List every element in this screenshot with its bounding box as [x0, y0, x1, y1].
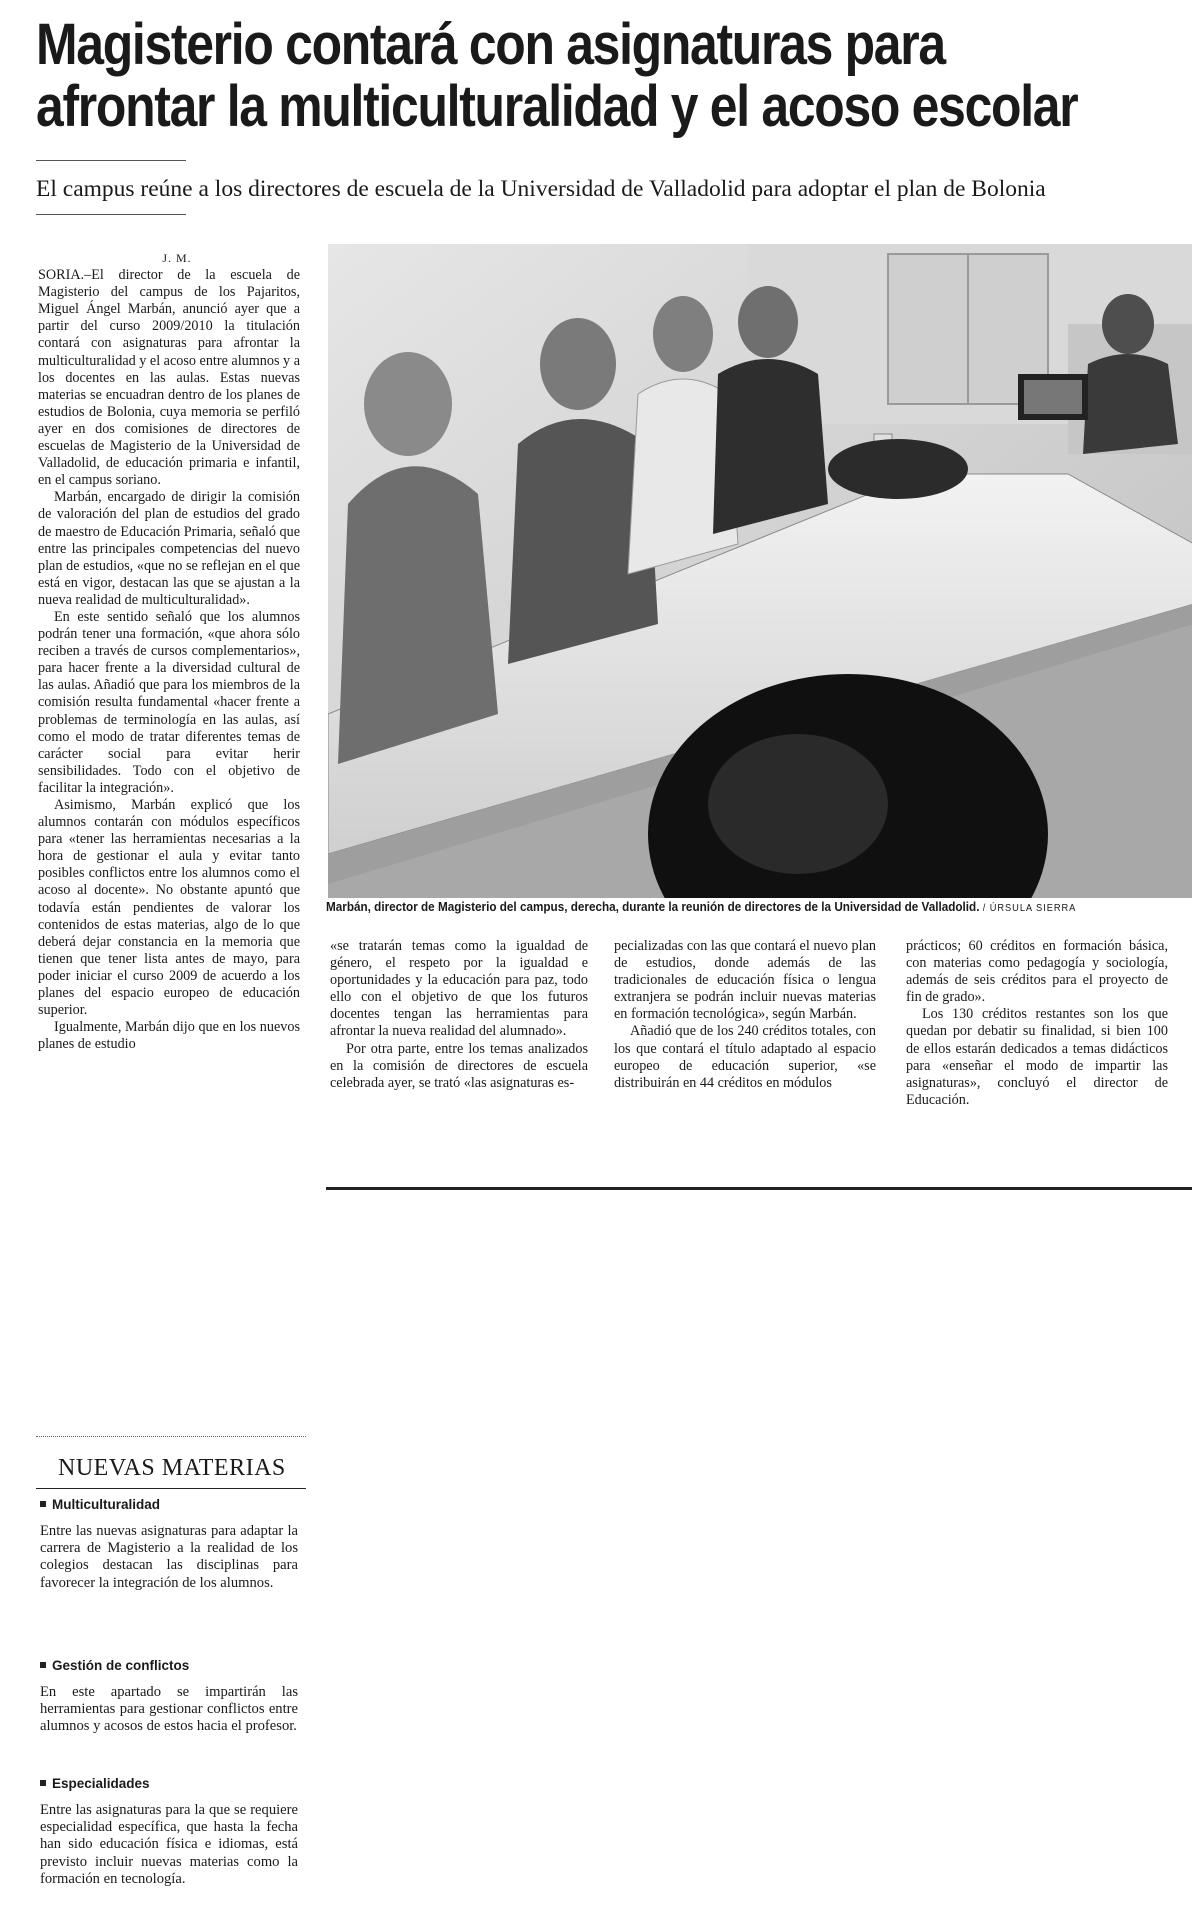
sidebar-heading-conflictos: [40, 1658, 189, 1673]
sidebar-heading-especialidades: [40, 1776, 150, 1791]
sidebar-heading-text: Gestión de conflictos: [52, 1658, 190, 1673]
divider: [36, 160, 186, 161]
headline: [36, 12, 1078, 139]
bullet-square-icon: [40, 1662, 46, 1668]
paragraph: Asimismo, Marbán explicó que los alumnos contarán con módulos específicos para «tener las herramientas necesarias a la hora de gestionar el aula y evitar tanto posibles conflictos entre los alumnos como el acoso al docente». No obstante apuntó que todavía están pendientes de valorar los contenidos de estas materias, algo de lo que deberá dejar constancia en la memoria que tienen que tener lista antes de mayo, para poder iniciar el curso 2009 de acuerdo a los planes del espacio europeo de educación superior.: [38, 797, 300, 1019]
paragraph: Añadió que de los 240 créditos totales, con los que contará el título adaptado al espacio europeo de educación superior, «se distribuirán en 44 créditos en módulos: [614, 1023, 876, 1091]
paragraph: pecializadas con las que contará el nuevo plan de estudios, donde además de las tradicionales de educación física o lengua extranjera se podrán incluir nuevas materias en formación tecnológica», según Marbán.: [614, 938, 876, 1023]
article-column-2: [330, 938, 588, 1092]
sidebar-text: En este apartado se impartirán las herramientas para gestionar conflictos entre alumnos y acosos de estos hacia el profesor.: [40, 1684, 298, 1735]
dotted-divider: [36, 1436, 306, 1437]
paragraph: «se tratarán temas como la igualdad de género, el respeto por la igualdad e oportunidades y la educación para paz, todo ello con el objetivo de que los futuros docentes tengan las herramientas para afrontar la nueva realidad del alumnado».: [330, 938, 588, 1040]
article-column-4: [906, 938, 1168, 1109]
paragraph: En este sentido señaló que los alumnos podrán tener una formación, «que ahora sólo reciben a través de cursos complementarios», para hacer frente a la diversidad cultural de las aulas. Añadió que para los miembros de la comisión resulta fundamental «hacer frente a problemas de terminología en las aulas, así como el modo de tratar diferentes temas de carácter social para evitar herir sensibilidades. Todo con el objetivo de facilitar la integración».: [38, 608, 300, 796]
meeting-photo-illustration: [328, 244, 1192, 898]
sidebar-text: Entre las nuevas asignaturas para adaptar la carrera de Magisterio a la realidad de los colegios destacan las disciplinas para favorecer la integración de los alumnos.: [40, 1523, 298, 1591]
sidebar-heading-text: Especialidades: [52, 1776, 150, 1791]
bullet-square-icon: [40, 1501, 46, 1507]
article-column-1: [38, 250, 300, 1053]
paragraph: Por otra parte, entre los temas analizados en la comisión de directores de escuela celebrada ayer, se trató «las asignaturas es-: [330, 1040, 588, 1091]
paragraph: Los 130 créditos restantes son los que quedan por debatir su finalidad, si bien 100 de ellos estarán dedicados a temas didácticos para «enseñar el modo de impartir las asignaturas», concluyó el director de Educación.: [906, 1006, 1168, 1108]
sidebar-title: NUEVAS MATERIAS: [58, 1455, 286, 1481]
article-end-rule: [326, 1187, 1192, 1190]
news-photo: [328, 244, 1192, 898]
divider: [36, 214, 186, 215]
sidebar-text: Entre las asignaturas para la que se requiere especialidad específica, que hasta la fecha han sido educación física e idiomas, está previsto incluir nuevas materias como la formación en tecnología.: [40, 1802, 298, 1887]
paragraph: Igualmente, Marbán dijo que en los nuevos planes de estudio: [38, 1019, 300, 1053]
photo-caption: [326, 900, 1126, 914]
article-column-3: [614, 938, 876, 1092]
sidebar-heading-text: Multiculturalidad: [52, 1497, 160, 1512]
photo-credit: / ÚRSULA SIERRA: [982, 903, 1077, 914]
caption-text: Marbán, director de Magisterio del campus, derecha, durante la reunión de directores de la Universidad de Valladolid.: [326, 900, 980, 914]
sidebar-rule: [36, 1488, 306, 1489]
sidebar-heading-multiculturalidad: [40, 1497, 160, 1512]
subtitle: El campus reúne a los directores de escuela de la Universidad de Valladolid para adoptar el plan de Bolonia: [36, 176, 1046, 202]
bullet-square-icon: [40, 1780, 46, 1786]
byline: J. M.: [162, 251, 192, 265]
headline-line-1: Magisterio contará con asignaturas para: [36, 12, 945, 77]
paragraph: prácticos; 60 créditos en formación básica, con materias como pedagogía y sociología, además de seis créditos para el proyecto de fin de grado».: [906, 938, 1168, 1006]
paragraph: SORIA.–El director de la escuela de Magisterio del campus de los Pajaritos, Miguel Ángel Marbán, anunció ayer que a partir del curso 2009/2010 la titulación contará con asignaturas para afrontar la multiculturalidad y el acoso entre alumnos y a los docentes en las aulas. Estas nuevas materias se encuadran dentro de los planes de estudios de Bolonia, cuya memoria se perfiló ayer en dos comisiones de directores de escuelas de Magisterio de la Universidad de Valladolid, de educación primaria e infantil, en el campus soriano.: [38, 267, 300, 489]
paragraph: Marbán, encargado de dirigir la comisión de valoración del plan de estudios del grado de maestro de Educación Primaria, señaló que entre las principales competencias del nuevo plan de estudios, «que no se reflejan en el que está en vigor, destacan las que se ajustan a la nueva realidad de multiculturalidad».: [38, 489, 300, 608]
headline-line-2: afrontar la multiculturalidad y el acoso escolar: [36, 74, 1078, 139]
